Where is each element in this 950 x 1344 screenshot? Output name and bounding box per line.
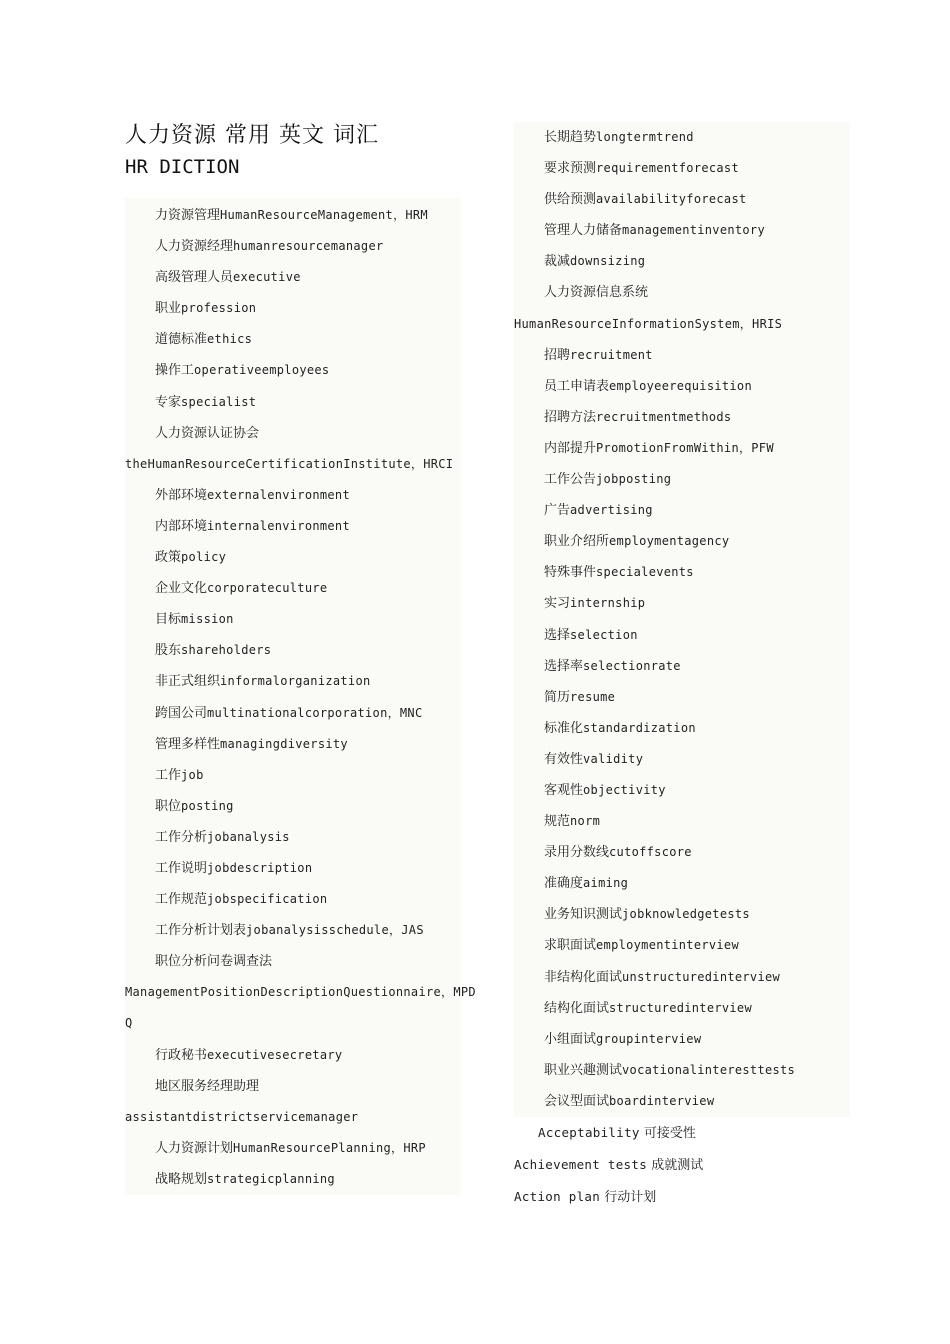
term-english: selectionrate bbox=[583, 658, 681, 673]
glossary-entry bbox=[514, 993, 850, 1024]
glossary-entry bbox=[514, 340, 850, 371]
term-english: multinationalcorporation，MNC bbox=[207, 705, 423, 720]
term-english: jobknowledgetests bbox=[622, 907, 750, 922]
document-subtitle: HR DICTION bbox=[125, 156, 240, 178]
glossary-entry bbox=[125, 573, 461, 604]
term-chinese: 职位分析问卷调查法 bbox=[155, 954, 273, 970]
right-column bbox=[514, 122, 850, 1213]
left-column bbox=[125, 120, 476, 1195]
term-chinese: 职位 bbox=[155, 798, 182, 814]
term-chinese: 道德标准 bbox=[155, 332, 208, 348]
glossary-entry bbox=[514, 1117, 850, 1149]
glossary-entry bbox=[514, 775, 850, 806]
glossary-entry bbox=[125, 666, 461, 697]
term-english: strategicplanning bbox=[207, 1171, 335, 1186]
term-chinese: 外部环境 bbox=[155, 487, 208, 503]
glossary-entry bbox=[514, 868, 850, 899]
term-english: employmentinterview bbox=[596, 938, 739, 953]
glossary-entry bbox=[514, 713, 850, 744]
term-chinese: 成就测试 bbox=[651, 1158, 704, 1173]
term-chinese: 内部提升 bbox=[544, 440, 597, 456]
term-chinese: 人力资源信息系统 bbox=[544, 285, 649, 301]
glossary-entry bbox=[514, 495, 850, 526]
glossary-entry bbox=[514, 277, 850, 308]
glossary-entry bbox=[514, 837, 850, 868]
term-chinese: 求职面试 bbox=[544, 938, 597, 954]
term-english: cutoffscore bbox=[609, 845, 692, 860]
term-english: ManagementPositionDescriptionQuestionnaire，MPD bbox=[125, 985, 476, 1000]
term-chinese: 实习 bbox=[544, 596, 571, 612]
glossary-entry bbox=[125, 698, 461, 729]
term-english: assistantdistrictservicemanager bbox=[125, 1109, 359, 1124]
term-english: employeerequisition bbox=[609, 378, 752, 393]
term-english: internalenvironment bbox=[207, 518, 350, 533]
term-english: structuredinterview bbox=[609, 1000, 752, 1015]
term-chinese: 内部环境 bbox=[155, 518, 208, 534]
term-chinese: 简历 bbox=[544, 689, 571, 705]
term-english: externalenvironment bbox=[207, 487, 350, 502]
term-english: norm bbox=[570, 814, 601, 829]
term-chinese: 人力资源经理 bbox=[155, 239, 234, 255]
term-english: theHumanResourceCertificationInstitute，HRCI bbox=[125, 456, 454, 471]
term-english: Achievement tests bbox=[514, 1157, 648, 1172]
term-chinese: 力资源管理 bbox=[155, 208, 221, 223]
term-chinese: 企业文化 bbox=[155, 581, 208, 597]
term-english: posting bbox=[181, 798, 234, 813]
glossary-entry bbox=[125, 355, 461, 386]
glossary-entry bbox=[125, 729, 461, 760]
glossary-entry bbox=[125, 1102, 461, 1133]
term-english: jobspecification bbox=[207, 892, 328, 907]
term-chinese: 选择 bbox=[544, 627, 571, 643]
term-chinese: 人力资源认证协会 bbox=[155, 425, 260, 441]
term-chinese: 要求预测 bbox=[544, 161, 597, 177]
term-english: aiming bbox=[583, 876, 629, 891]
term-chinese: 股东 bbox=[155, 643, 182, 659]
glossary-entry bbox=[514, 1181, 850, 1213]
glossary-entry bbox=[125, 604, 461, 635]
term-chinese: 行动计划 bbox=[604, 1190, 657, 1205]
term-english: jobdescription bbox=[207, 860, 313, 875]
glossary-entry bbox=[125, 1040, 461, 1071]
term-english: shareholders bbox=[181, 643, 272, 658]
glossary-entry bbox=[514, 371, 850, 402]
term-english: HumanResourceInformationSystem，HRIS bbox=[514, 316, 783, 331]
term-english: Acceptability bbox=[538, 1125, 640, 1140]
term-chinese: 目标 bbox=[155, 612, 182, 628]
term-chinese: 客观性 bbox=[544, 782, 584, 798]
term-english: PromotionFromWithin，PFW bbox=[596, 440, 774, 455]
term-english: jobanalysisschedule，JAS bbox=[246, 923, 424, 938]
term-english: executivesecretary bbox=[207, 1047, 343, 1062]
term-english: managingdiversity bbox=[220, 736, 348, 751]
term-english: vocationalinteresttests bbox=[622, 1062, 796, 1077]
glossary-entry bbox=[514, 899, 850, 930]
term-english: specialist bbox=[181, 394, 257, 409]
term-chinese: 工作分析计划表 bbox=[155, 923, 247, 939]
glossary-entry bbox=[514, 1086, 850, 1117]
glossary-entry bbox=[514, 153, 850, 184]
term-chinese: 可接受性 bbox=[643, 1126, 696, 1141]
term-chinese: 职业 bbox=[155, 301, 182, 317]
term-chinese: 高级管理人员 bbox=[155, 270, 234, 286]
term-chinese: 录用分数线 bbox=[544, 845, 610, 861]
glossary-entry bbox=[125, 262, 461, 293]
term-chinese: 战略规划 bbox=[155, 1171, 208, 1187]
term-english: specialevents bbox=[596, 565, 694, 580]
term-chinese: 工作规范 bbox=[155, 892, 208, 908]
glossary-entry bbox=[125, 1071, 461, 1102]
term-chinese: 特殊事件 bbox=[544, 565, 597, 581]
term-english: resume bbox=[570, 689, 616, 704]
term-chinese: 标准化 bbox=[544, 720, 584, 736]
glossary-entry bbox=[514, 215, 850, 246]
term-english: HumanResourceManagement，HRM bbox=[220, 208, 428, 222]
glossary-entry bbox=[125, 200, 461, 231]
document-title: 人力资源 常用 英文 词汇 bbox=[125, 123, 379, 148]
glossary-entry bbox=[514, 433, 850, 464]
term-chinese: 业务知识测试 bbox=[544, 907, 623, 923]
glossary-entry bbox=[514, 402, 850, 433]
right-plain-list bbox=[514, 1117, 850, 1213]
term-chinese: 招聘 bbox=[544, 347, 571, 363]
term-chinese: 跨国公司 bbox=[155, 705, 208, 721]
term-chinese: 管理多样性 bbox=[155, 736, 221, 752]
term-chinese: 专家 bbox=[155, 394, 182, 410]
term-english: standardization bbox=[583, 720, 696, 735]
term-english: recruitmentmethods bbox=[596, 409, 732, 424]
glossary-entry bbox=[514, 744, 850, 775]
term-chinese: 职业兴趣测试 bbox=[544, 1062, 623, 1078]
term-english: jobanalysis bbox=[207, 829, 290, 844]
term-english: employmentagency bbox=[609, 534, 730, 549]
term-chinese: 招聘方法 bbox=[544, 409, 597, 425]
term-chinese: 小组面试 bbox=[544, 1031, 597, 1047]
term-chinese: 操作工 bbox=[155, 363, 195, 379]
glossary-entry bbox=[125, 760, 461, 791]
glossary-entry bbox=[514, 464, 850, 495]
glossary-entry bbox=[514, 806, 850, 837]
term-english: downsizing bbox=[570, 254, 646, 269]
glossary-entry bbox=[514, 309, 850, 340]
glossary-entry bbox=[125, 387, 461, 418]
term-english: groupinterview bbox=[596, 1031, 702, 1046]
term-chinese: 裁减 bbox=[544, 254, 571, 270]
term-chinese: 长期趋势 bbox=[544, 130, 597, 145]
glossary-entry bbox=[125, 822, 461, 853]
term-english: selection bbox=[570, 627, 638, 642]
term-english: profession bbox=[181, 301, 257, 316]
glossary-entry bbox=[514, 930, 850, 961]
term-english: boardinterview bbox=[609, 1093, 715, 1108]
term-chinese: 工作分析 bbox=[155, 829, 208, 845]
term-english: recruitment bbox=[570, 347, 653, 362]
glossary-entry bbox=[125, 418, 461, 449]
glossary-entry bbox=[514, 1055, 850, 1086]
term-english: operativeemployees bbox=[194, 363, 330, 378]
term-chinese: 选择率 bbox=[544, 658, 584, 674]
glossary-entry bbox=[125, 511, 461, 542]
term-english: humanresourcemanager bbox=[233, 239, 384, 254]
term-english: longtermtrend bbox=[596, 130, 694, 144]
term-english: informalorganization bbox=[220, 674, 371, 689]
glossary-entry bbox=[125, 1164, 461, 1195]
term-chinese: 工作 bbox=[155, 767, 182, 783]
term-english: mission bbox=[181, 612, 234, 627]
term-english: advertising bbox=[570, 503, 653, 518]
term-english: job bbox=[181, 767, 204, 782]
glossary-entry bbox=[514, 682, 850, 713]
glossary-entry bbox=[125, 635, 461, 666]
term-chinese: 管理人力储备 bbox=[544, 223, 623, 239]
glossary-entry bbox=[514, 1024, 850, 1055]
glossary-entry bbox=[125, 884, 461, 915]
term-chinese: 工作公告 bbox=[544, 472, 597, 488]
glossary-entry bbox=[514, 962, 850, 993]
term-english: unstructuredinterview bbox=[622, 969, 781, 984]
glossary-entry bbox=[514, 526, 850, 557]
term-chinese: 政策 bbox=[155, 550, 182, 566]
term-chinese: 会议型面试 bbox=[544, 1093, 610, 1109]
term-chinese: 非结构化面试 bbox=[544, 969, 623, 985]
term-english: executive bbox=[233, 270, 301, 285]
glossary-entry bbox=[514, 588, 850, 619]
term-chinese: 规范 bbox=[544, 814, 571, 830]
left-glossary-list bbox=[125, 198, 476, 1195]
term-chinese: 员工申请表 bbox=[544, 378, 610, 394]
term-english: ethics bbox=[207, 332, 253, 347]
term-english: managementinventory bbox=[622, 223, 765, 238]
term-chinese: 人力资源计划 bbox=[155, 1140, 234, 1156]
glossary-entry bbox=[125, 915, 461, 946]
term-english: corporateculture bbox=[207, 581, 328, 596]
glossary-entry bbox=[125, 1008, 461, 1039]
glossary-entry bbox=[514, 184, 850, 215]
glossary-entry bbox=[514, 620, 850, 651]
term-english: validity bbox=[583, 751, 644, 766]
term-chinese: 结构化面试 bbox=[544, 1000, 610, 1016]
right-glossary-list bbox=[514, 122, 850, 1117]
glossary-entry bbox=[125, 293, 461, 324]
term-english: availabilityforecast bbox=[596, 192, 747, 207]
glossary-entry bbox=[514, 557, 850, 588]
glossary-entry bbox=[514, 1149, 850, 1181]
glossary-entry bbox=[125, 977, 476, 1008]
term-english: objectivity bbox=[583, 782, 666, 797]
glossary-entry bbox=[514, 651, 850, 682]
term-english: policy bbox=[181, 550, 227, 565]
term-chinese: 行政秘书 bbox=[155, 1047, 208, 1063]
term-english: jobposting bbox=[596, 472, 672, 487]
glossary-entry bbox=[125, 1133, 461, 1164]
term-english: internship bbox=[570, 596, 646, 611]
glossary-entry bbox=[125, 324, 461, 355]
term-chinese: 供给预测 bbox=[544, 192, 597, 208]
glossary-entry bbox=[514, 246, 850, 277]
term-chinese: 有效性 bbox=[544, 751, 584, 767]
glossary-entry bbox=[125, 231, 461, 262]
glossary-entry bbox=[514, 122, 850, 153]
glossary-entry bbox=[125, 449, 461, 480]
term-chinese: 职业介绍所 bbox=[544, 534, 610, 550]
glossary-entry bbox=[125, 480, 461, 511]
term-chinese: 工作说明 bbox=[155, 860, 208, 876]
term-chinese: 准确度 bbox=[544, 876, 584, 892]
term-chinese: 地区服务经理助理 bbox=[155, 1078, 260, 1094]
term-english: HumanResourcePlanning，HRP bbox=[233, 1140, 426, 1155]
term-english: Q bbox=[125, 1016, 133, 1031]
glossary-entry bbox=[125, 542, 461, 573]
term-english: requirementforecast bbox=[596, 161, 739, 176]
glossary-entry bbox=[125, 791, 461, 822]
glossary-entry bbox=[125, 853, 461, 884]
glossary-entry bbox=[125, 946, 461, 977]
term-chinese: 非正式组织 bbox=[155, 674, 221, 690]
term-chinese: 广告 bbox=[544, 503, 571, 519]
term-english: Action plan bbox=[514, 1189, 601, 1204]
